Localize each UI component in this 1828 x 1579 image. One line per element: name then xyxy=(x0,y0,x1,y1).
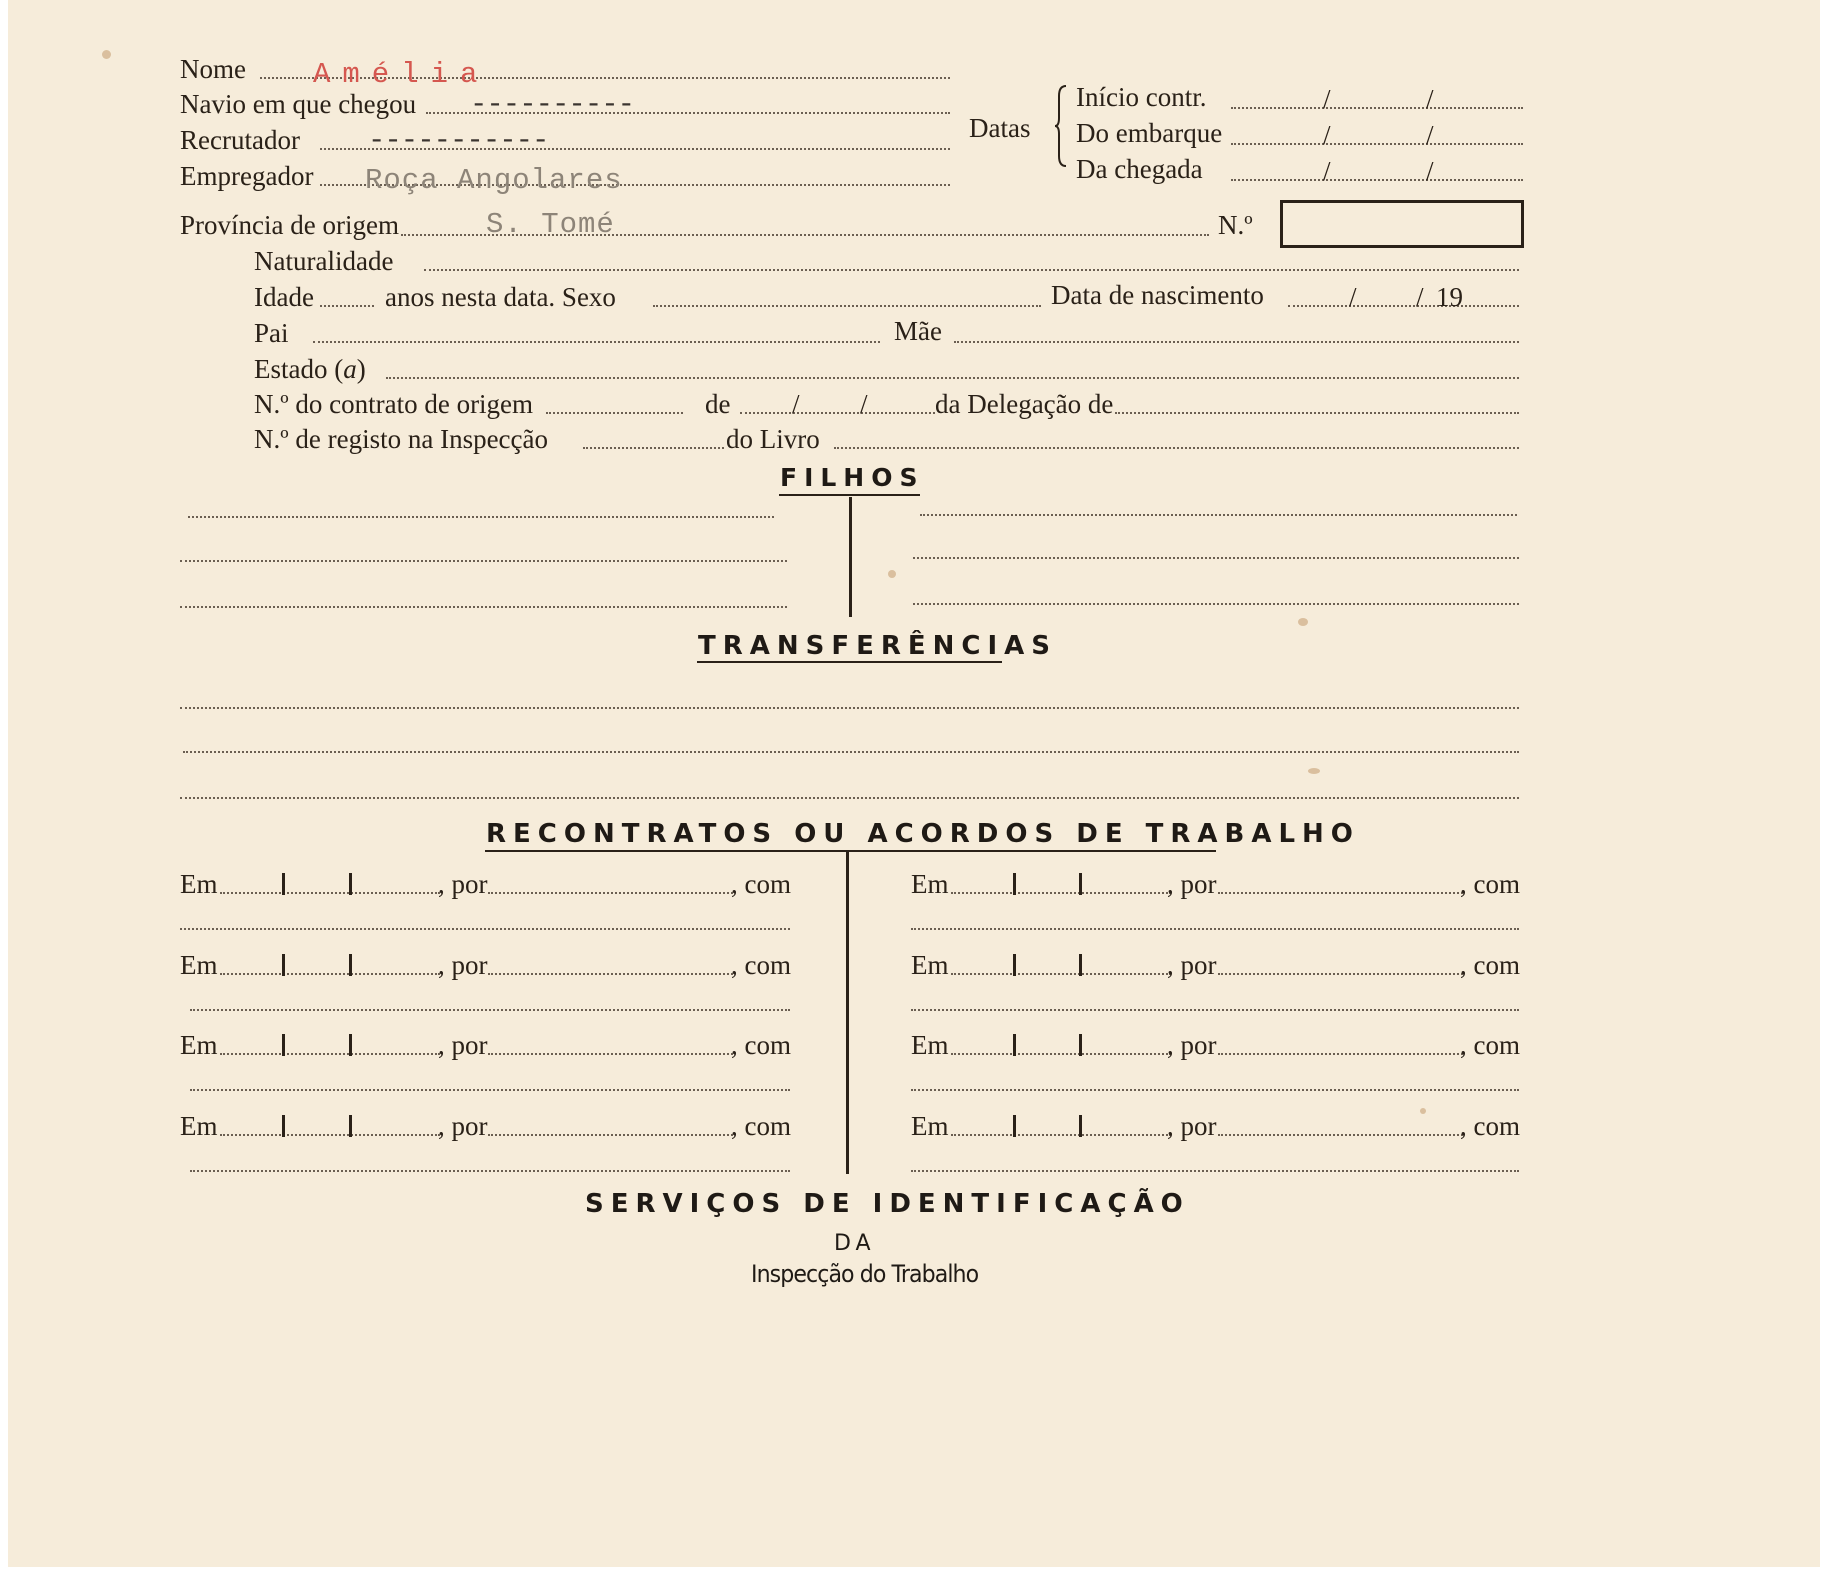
pai-label: Pai xyxy=(254,318,289,348)
naturalidade-label: Naturalidade xyxy=(254,246,394,276)
filhos-line-r1 xyxy=(920,514,1517,516)
filhos-divider xyxy=(849,497,852,617)
por-line xyxy=(488,892,733,894)
date-separator xyxy=(1013,954,1016,976)
mae-line xyxy=(954,341,1519,343)
date-separator xyxy=(1079,1034,1082,1056)
transferencias-line-1 xyxy=(180,707,1519,709)
stain-speck xyxy=(1298,618,1308,626)
registo-line xyxy=(583,447,724,449)
por-label: , por xyxy=(438,950,488,980)
numero-box xyxy=(1280,200,1524,248)
em-date-line xyxy=(951,1134,1171,1136)
stain-speck xyxy=(888,570,896,578)
contrato-label: N.º do contrato de origem xyxy=(254,389,534,419)
delegacao-line xyxy=(1115,412,1519,414)
com-label: , com xyxy=(731,1030,791,1060)
chegada-slash-2: / xyxy=(1426,156,1434,186)
por-label: , por xyxy=(1167,1111,1217,1141)
com-label: , com xyxy=(1460,1030,1520,1060)
data-nascimento-line xyxy=(1288,305,1519,307)
footer-services-title: SERVIÇOS DE IDENTIFICAÇÃO xyxy=(585,1189,1190,1219)
embarque-slash-1: / xyxy=(1323,120,1331,150)
date-separator xyxy=(349,873,352,895)
transferencias-line-2 xyxy=(183,751,1519,753)
date-separator xyxy=(1079,873,1082,895)
em-date-line xyxy=(951,892,1171,894)
inicio-slash-1: / xyxy=(1323,84,1331,114)
com-label: , com xyxy=(731,1111,791,1141)
naturalidade-line xyxy=(424,269,1519,271)
por-label: , por xyxy=(438,1111,488,1141)
embarque-label: Do embarque xyxy=(1076,118,1223,148)
data-nascimento-label: Data de nascimento xyxy=(1051,280,1264,310)
date-separator xyxy=(349,1034,352,1056)
em-label: Em xyxy=(911,950,949,980)
inicio-slash-2: / xyxy=(1426,84,1434,114)
com-line xyxy=(911,1170,1519,1172)
empregador-label: Empregador xyxy=(180,161,314,191)
por-line xyxy=(488,1053,733,1055)
date-separator xyxy=(282,954,285,976)
em-date-line xyxy=(220,892,440,894)
por-label: , por xyxy=(1167,950,1217,980)
registo-label: N.º de registo na Inspecção xyxy=(254,424,549,454)
contrato-slash-1: / xyxy=(792,389,800,419)
date-separator xyxy=(282,1034,285,1056)
datas-brace xyxy=(1054,84,1072,168)
com-line xyxy=(190,1170,790,1172)
idade-label: Idade xyxy=(254,282,314,312)
pai-line xyxy=(313,341,880,343)
por-label: , por xyxy=(1167,869,1217,899)
em-date-line xyxy=(951,1053,1171,1055)
nascimento-slash-1: / xyxy=(1349,282,1357,312)
em-label: Em xyxy=(180,1111,218,1141)
stain-speck xyxy=(102,50,111,59)
estado-line xyxy=(386,377,1519,379)
nome-value: Amélia xyxy=(313,58,490,91)
com-label: , com xyxy=(1460,950,1520,980)
empregador-value: Roça Angolares xyxy=(365,164,623,197)
stain-speck xyxy=(1420,1108,1426,1114)
chegada-line xyxy=(1231,179,1523,181)
recontratos-divider xyxy=(846,852,849,1174)
em-label: Em xyxy=(911,1111,949,1141)
em-date-line xyxy=(220,1053,440,1055)
por-line xyxy=(1218,892,1463,894)
idade-line xyxy=(320,305,374,307)
embarque-line xyxy=(1231,143,1523,145)
mae-label: Mãe xyxy=(894,316,942,346)
com-label: , com xyxy=(731,869,791,899)
por-line xyxy=(488,973,733,975)
footer-da: DA xyxy=(834,1231,876,1256)
em-label: Em xyxy=(180,1030,218,1060)
date-separator xyxy=(1079,954,1082,976)
inicio-line xyxy=(1231,107,1523,109)
datas-label: Datas xyxy=(969,113,1031,143)
por-line xyxy=(1218,1053,1463,1055)
transferencias-underline xyxy=(697,661,1002,663)
estado-label: Estado (a) xyxy=(254,354,366,384)
numero-label: N.º xyxy=(1218,210,1253,240)
contrato-line xyxy=(546,412,683,414)
em-label: Em xyxy=(180,950,218,980)
provincia-label: Província de origem xyxy=(180,210,399,240)
por-label: , por xyxy=(438,1030,488,1060)
date-separator xyxy=(349,1115,352,1137)
date-separator xyxy=(349,954,352,976)
em-label: Em xyxy=(911,1030,949,1060)
recrutador-label: Recrutador xyxy=(180,125,300,155)
em-date-line xyxy=(951,973,1171,975)
chegada-label: Da chegada xyxy=(1076,154,1203,184)
date-separator xyxy=(1079,1115,1082,1137)
por-label: , por xyxy=(438,869,488,899)
date-separator xyxy=(282,1115,285,1137)
chegada-slash-1: / xyxy=(1323,156,1331,186)
em-date-line xyxy=(220,973,440,975)
com-line xyxy=(190,1089,790,1091)
contrato-date-line xyxy=(740,412,935,414)
em-label: Em xyxy=(180,869,218,899)
transferencias-line-3 xyxy=(180,797,1519,799)
stain-speck xyxy=(1308,768,1320,774)
inicio-label: Início contr. xyxy=(1076,82,1207,112)
date-separator xyxy=(282,873,285,895)
com-line xyxy=(190,1009,790,1011)
filhos-line-l1 xyxy=(188,516,774,518)
sexo-line xyxy=(653,305,1041,307)
contrato-de-label: de xyxy=(705,389,731,419)
livro-line xyxy=(834,447,1519,449)
por-line xyxy=(1218,973,1463,975)
transferencias-title: TRANSFERÊNCIAS xyxy=(698,631,1058,661)
filhos-line-l2 xyxy=(180,560,787,562)
navio-value: ---------- xyxy=(470,88,635,121)
com-label: , com xyxy=(1460,869,1520,899)
filhos-title: FILHOS xyxy=(780,463,925,492)
filhos-line-r2 xyxy=(913,557,1519,559)
livro-label: do Livro xyxy=(726,424,820,454)
filhos-underline xyxy=(779,494,920,496)
date-separator xyxy=(1013,873,1016,895)
recontratos-underline xyxy=(485,850,1216,852)
em-date-line xyxy=(220,1134,440,1136)
com-label: , com xyxy=(1460,1111,1520,1141)
nascimento-slash-2: / xyxy=(1416,282,1424,312)
filhos-line-l3 xyxy=(180,606,787,608)
por-line xyxy=(488,1134,733,1136)
com-line xyxy=(180,928,790,930)
date-separator xyxy=(1013,1115,1016,1137)
embarque-slash-2: / xyxy=(1426,120,1434,150)
footer-inspeccao: Inspecção do Trabalho xyxy=(751,1260,979,1288)
navio-label: Navio em que chegou xyxy=(180,89,417,119)
por-label: , por xyxy=(1167,1030,1217,1060)
por-line xyxy=(1218,1134,1463,1136)
em-label: Em xyxy=(911,869,949,899)
delegacao-label: da Delegação de xyxy=(935,389,1114,419)
com-line xyxy=(911,1089,1519,1091)
recrutador-value: ----------- xyxy=(368,124,549,157)
com-line xyxy=(911,928,1519,930)
com-line xyxy=(911,1009,1519,1011)
com-label: , com xyxy=(731,950,791,980)
ano-19: 19 xyxy=(1436,282,1463,312)
identification-card xyxy=(8,0,1820,1567)
date-separator xyxy=(1013,1034,1016,1056)
contrato-slash-2: / xyxy=(860,389,868,419)
nome-label: Nome xyxy=(180,54,246,84)
filhos-line-r3 xyxy=(913,603,1519,605)
anos-sexo-label: anos nesta data. Sexo xyxy=(385,282,616,312)
recontratos-title: RECONTRATOS OU ACORDOS DE TRABALHO xyxy=(486,819,1360,849)
provincia-value: S. Tomé xyxy=(486,208,615,241)
